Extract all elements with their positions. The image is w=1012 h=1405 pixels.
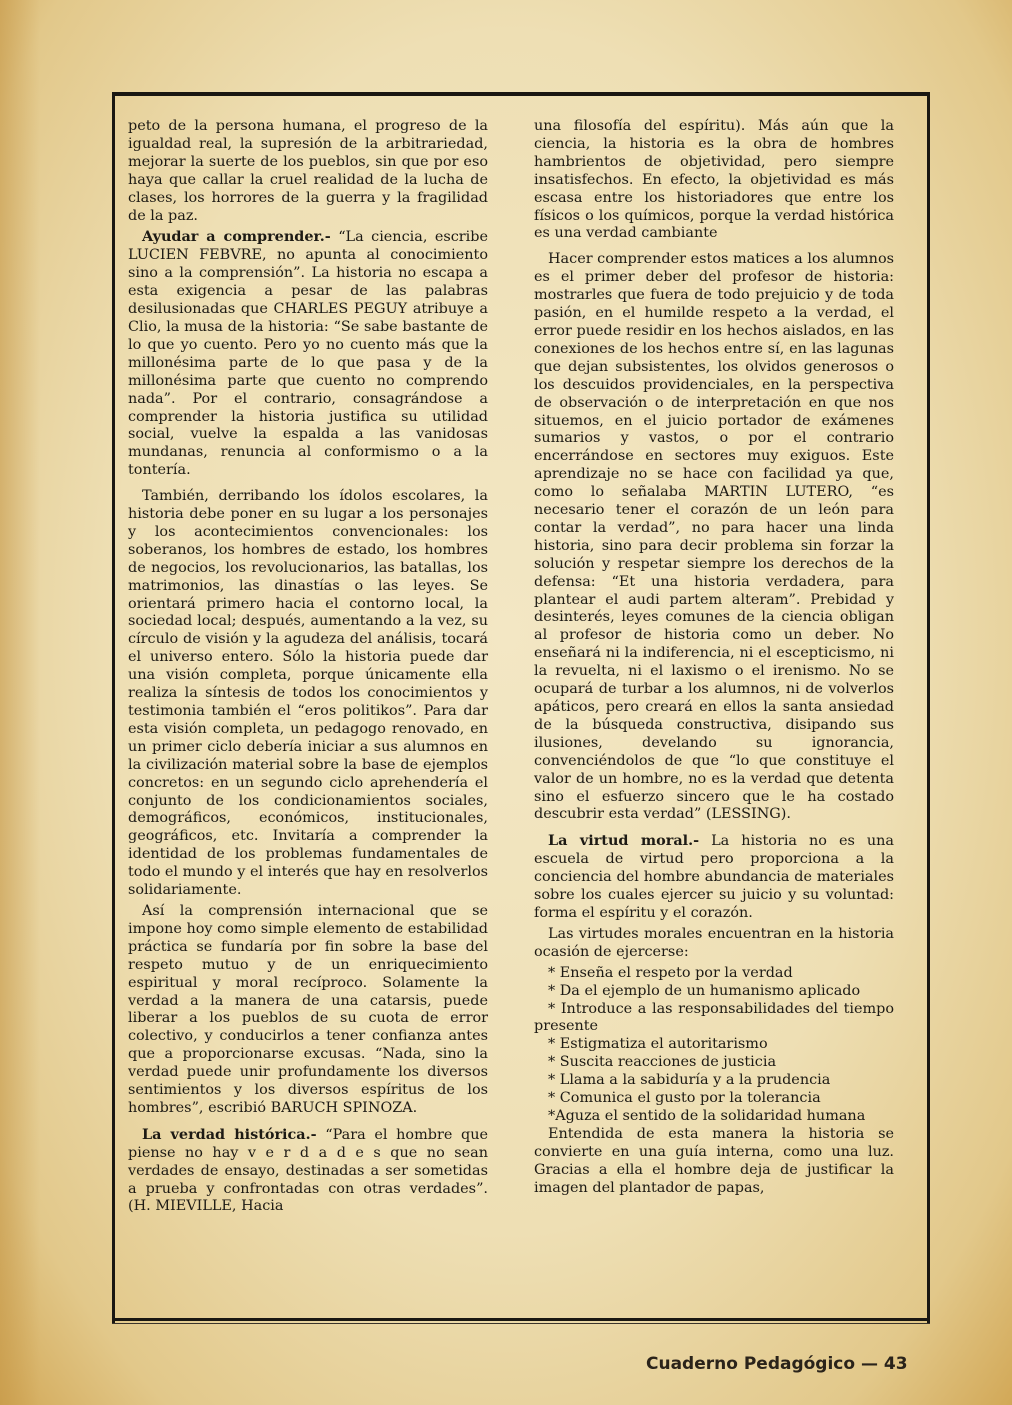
page-number: 43 (883, 1354, 908, 1374)
right-paragraph-1: una filosofía del espíritu). Más aún que la ciencia, la historia es la obra de hombres hambrientos de objetividad, pero siempre insatisfechos. En efecto, la objetividad es más escasa entre los historiadores que entre los físicos o los químicos, porque la verdad histórica es una verdad cambiante (534, 118, 894, 242)
virtue-item: * Estigmatiza el autoritarismo (548, 1036, 768, 1053)
left-paragraph-2-text: “La ciencia, escribe LUCIEN FEBVRE, no apunta al conocimiento sino a la comprensión”. La historia no escapa a esta exigencia a pesar de las palabras desilusionadas que CHARLES PEGUY atribuye a Clio, la musa de la historia: “Se sabe bastante de lo que yo cuento. Pero yo no cuento más que la millonésima parte de lo que pasa y de la millonésima parte que cuento no comprendo nada”. Por el contrario, consagrándose a comprender la historia justifica su utilidad social, vuelve la espalda a las vanidosas mundanas, renuncia al conformismo o a la tontería. (128, 229, 489, 479)
left-paragraph-2 (128, 228, 488, 480)
bottom-rule-thin (112, 1323, 930, 1324)
left-paragraph-5 (128, 1126, 488, 1217)
virtue-item: * Comunica el gusto por la tolerancia (548, 1090, 821, 1107)
left-paragraph-5-text: “Para el hombre que piense no hay v e r d a d e s que no sean verdades de ensayo, destinadas a ser sometidas a prueba y confrontadas con otras verdades”. (H. MIEVILLE, Hacia (128, 1126, 488, 1215)
bottom-rule (112, 1318, 930, 1321)
virtue-item: * Suscita reacciones de justicia (548, 1054, 777, 1071)
footer-dash: — (861, 1354, 878, 1374)
heading-la-virtud-moral: La virtud moral.- (548, 832, 700, 850)
virtue-item: * Da el ejemplo de un humanismo aplicado (548, 982, 861, 999)
heading-la-verdad-historica: La verdad histórica.- (142, 1125, 317, 1143)
heading-ayudar-a-comprender: Ayudar a comprender.- (142, 228, 331, 246)
virtues-list (534, 965, 894, 1126)
page-footer (646, 1354, 908, 1374)
right-paragraph-3 (534, 832, 894, 923)
right-paragraph-5: Entendida de esta manera la historia se convierte en una guía interna, como una luz. Gracias a ella el hombre deja de justificar la imagen del plantador de papas, (534, 1125, 894, 1196)
virtue-item: * Llama a la sabiduría y a la prudencia (548, 1072, 831, 1089)
virtue-item: * Introduce a las responsabilidades del tiempo presente (534, 1000, 894, 1035)
right-paragraph-2: Hacer comprender estos matices a los alumnos es el primer deber del profesor de historia: mostrarles que fuera de todo prejuicio y de toda pasión, en el humilde respeto a la verdad, el error puede residir en los hechos aislados, en las conexiones de los hechos entre sí, en las lagunas que dejan subsistentes, los olvidos generosos o los descuidos providenciales, en la perspectiva de observación o de interpretación en que nos situemos, en el juicio portador de exámenes sumarios y vastos, o por el contrario encerrándose en sectores muy exiguos. Este aprendizaje no se hace con facilidad ya que, como lo señalaba MARTIN LUTERO, “es necesario tener el corazón de un león para contar la verdad”, no para hacer una linda historia, sino para decir problema sin forzar la solución y respetar siempre los derechos de la defensa: “Et una historia verdadera, para plantear el audi partem alteram”. Prebidad y desinterés, leyes comunes de la ciencia obligan al profesor de historia como un deber. No enseñará ni la indiferencia, ni el escepticismo, ni la revuelta, ni el laxismo o el irenismo. No se ocupará de turbar a los alumnos, ni de volverlos apáticos, pero creará en ellos la santa ansiedad de la búsqueda constructiva, disipando sus ilusiones, develando su ignorancia, convenciéndolos de que “lo que constituye el valor de un hombre, no es la verdad que detenta sino el esfuerzo sincero que le ha costado descubrir esta verdad” (LESSING). (534, 251, 894, 823)
virtue-item: * Enseña el respeto por la verdad (548, 964, 793, 981)
left-column (128, 118, 488, 1219)
left-paragraph-1: peto de la persona humana, el progreso de la igualdad real, la supresión de la arbitrariedad, mejorar la suerte de los pueblos, sin que por eso haya que callar la cruel realidad de la lucha de clases, los horrores de la guerra y la fragilidad de la paz. (128, 118, 488, 224)
right-paragraph-4: Las virtudes morales encuentran en la historia ocasión de ejercerse: (534, 925, 894, 960)
left-paragraph-4: Así la comprensión internacional que se impone hoy como simple elemento de estabilidad práctica se fundaría por fin sobre la base del respeto mutuo y de un enriquecimiento espiritual y moral recíproco. Solamente la verdad a la manera de una catarsis, puede liberar a los pueblos de su cuota de error colectivo, y conducirlos a tener confianza antes que a proporcionarse excusas. “Nada, sino la verdad puede unir profundamente los diversos sentimientos y los diversos espíritus de los hombres”, escribió BARUCH SPINOZA. (128, 902, 488, 1116)
right-column (534, 118, 894, 1200)
left-paragraph-3: También, derribando los ídolos escolares, la historia debe poner en su lugar a los personajes y los acontecimientos convencionales: los soberanos, los hombres de estado, los hombres de negocios, los revolucionarios, las batallas, los matrimonios, las dinastías o las leyes. Se orientará primero hacia el contorno local, la sociedad local; después, aumentando a la vez, su círculo de visión y la agudeza del análisis, tocará el universo entero. Sólo la historia puede dar una visión completa, porque únicamente ella realiza la síntesis de todos los conocimientos y testimonia también el “eros politikos”. Para dar esta visión completa, un pedagogo renovado, en un primer ciclo debería iniciar a sus alumnos en la civilización material sobre la base de ejemplos concretos: en un segundo ciclo aprehendería el conjunto de los condicionamientos sociales, demográficos, económicos, institucionales, geográficos, etc. Invitaría a comprender la identidad de los problemas fundamentales de todo el mundo y el interés que hay en resolverlos solidariamente. (128, 488, 488, 899)
journal-title: Cuaderno Pedagógico (646, 1354, 856, 1374)
page-edge-stain (0, 0, 40, 1405)
virtue-item: *Aguza el sentido de la solidaridad humana (548, 1107, 866, 1124)
right-paragraph-3-text: La historia no es una escuela de virtud pero proporciona a la conciencia del hombre abundancia de materiales sobre los cuales ejercer su juicio y su voluntad: forma el espíritu y el corazón. (534, 833, 894, 921)
